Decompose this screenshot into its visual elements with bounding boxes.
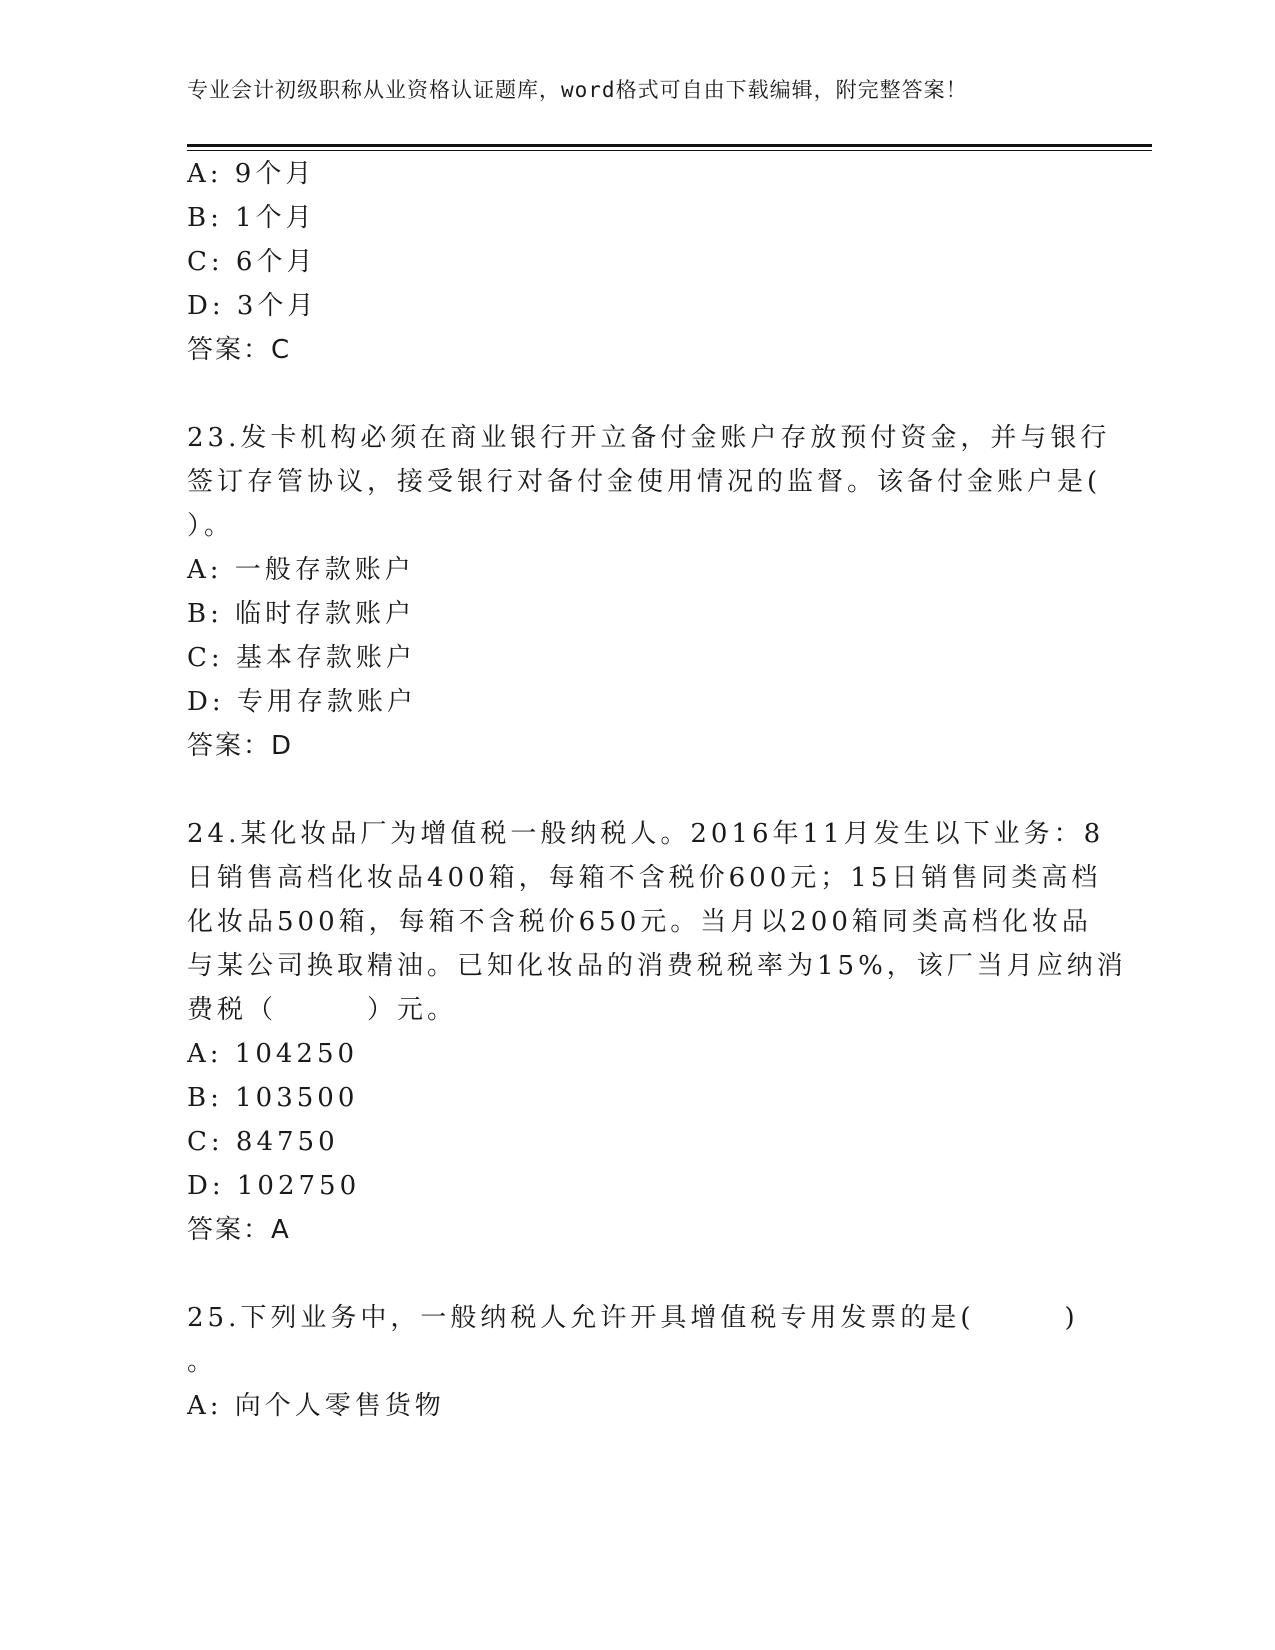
q23-question-line-3: ）。 — [187, 511, 235, 541]
page-header: 专业会计初级职称从业资格认证题库，word格式可自由下载编辑，附完整答案！ — [187, 78, 968, 102]
q23-option-d: D: 专用存款账户 — [187, 687, 417, 717]
q23-option-a: A: 一般存款账户 — [187, 555, 415, 585]
q23-answer: 答案：D — [187, 731, 294, 761]
q23-question-line-2: 签订存管协议，接受银行对备付金使用情况的监督。该备付金账户是( — [187, 467, 1102, 497]
q22-answer: 答案：C — [187, 335, 292, 365]
q23-option-c: C: 基本存款账户 — [187, 643, 416, 673]
q24-option-d: D: 102750 — [187, 1171, 361, 1201]
q23-question-line-1: 23.发卡机构必须在商业银行开立备付金账户存放预付资金，并与银行 — [187, 423, 1111, 453]
q24-question-line-1: 24.某化妆品厂为增值税一般纳税人。2016年11月发生以下业务：8 — [187, 819, 1105, 849]
q25-option-a: A: 向个人零售货物 — [187, 1391, 445, 1421]
header-rule-thick — [187, 144, 1152, 147]
q24-option-a: A: 104250 — [187, 1039, 359, 1069]
q23-option-b: B: 临时存款账户 — [187, 599, 416, 629]
q25-question-line-2: 。 — [187, 1347, 218, 1377]
q24-question-line-3: 化妆品500箱，每箱不含税价650元。当月以200箱同类高档化妆品 — [187, 907, 1092, 937]
q24-question-line-2: 日销售高档化妆品400箱，每箱不含税价600元；15日销售同类高档 — [187, 863, 1102, 893]
q24-option-c: C: 84750 — [187, 1127, 339, 1157]
q22-option-a: A: 9个月 — [187, 159, 316, 189]
q22-option-d: D: 3个月 — [187, 291, 318, 321]
q25-question-line-1: 25.下列业务中，一般纳税人允许开具增值税专用发票的是( ) — [187, 1303, 1079, 1333]
q24-question-line-5: 费税（ ）元。 — [187, 995, 458, 1025]
q22-option-c: C: 6个月 — [187, 247, 317, 277]
q24-question-line-4: 与某公司换取精油。已知化妆品的消费税税率为15%，该厂当月应纳消 — [187, 951, 1127, 981]
header-rule-thin — [187, 150, 1152, 151]
q24-answer: 答案：A — [187, 1215, 291, 1245]
q22-option-b: B: 1个月 — [187, 203, 316, 233]
q24-option-b: B: 103500 — [187, 1083, 359, 1113]
